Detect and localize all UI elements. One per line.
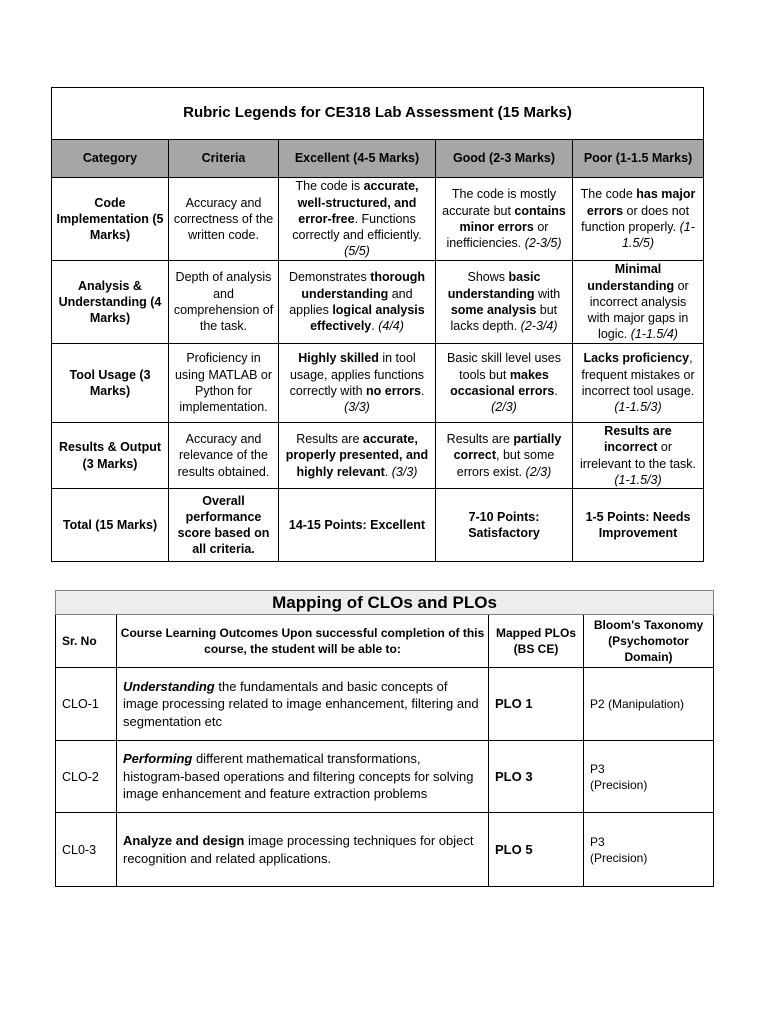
total-criteria: Overall performance score based on all criteria. bbox=[169, 489, 279, 562]
row-criteria: Accuracy and correctness of the written code. bbox=[169, 178, 279, 261]
clo-lead-verb: Understanding bbox=[123, 678, 215, 694]
header-plo: Mapped PLOs (BS CE) bbox=[489, 615, 584, 668]
row-criteria: Depth of analysis and comprehension of the task. bbox=[169, 261, 279, 344]
row-category: Results & Output (3 Marks) bbox=[52, 423, 169, 489]
plo-mapping: PLO 5 bbox=[489, 813, 584, 887]
bloom-level: P3 (Precision) bbox=[584, 813, 714, 887]
header-sr-no: Sr. No bbox=[56, 615, 117, 668]
row-good: Shows basic understanding with some analysis but lacks depth. (2-3/4) bbox=[436, 261, 573, 344]
row-category: Analysis & Understanding (4 Marks) bbox=[52, 261, 169, 344]
bloom-level: P2 (Manipulation) bbox=[584, 668, 714, 741]
total-excellent: 14-15 Points: Excellent bbox=[279, 489, 436, 562]
header-category: Category bbox=[52, 140, 169, 178]
header-good: Good (2-3 Marks) bbox=[436, 140, 573, 178]
clo-lead-verb: Analyze and design bbox=[123, 833, 245, 848]
clo-description-rest: different mathematical transformations, histogram-based operations and filtering concepts for solving image enhancement and feature extraction problems bbox=[123, 751, 474, 802]
clo-description-rest: the fundamentals and basic concepts of image processing related to image enhancement, filtering and segmentation etc bbox=[123, 678, 479, 729]
rubric-row bbox=[52, 423, 704, 489]
row-criteria: Proficiency in using MATLAB or Python for implementation. bbox=[169, 344, 279, 423]
row-poor: Results are incorrect or irrelevant to the task. (1-1.5/3) bbox=[573, 423, 704, 489]
rubric-row bbox=[52, 178, 704, 261]
header-bloom: Bloom's Taxonomy (Psychomotor Domain) bbox=[584, 615, 714, 668]
rubric-row bbox=[52, 261, 704, 344]
row-excellent: Highly skilled in tool usage, applies functions correctly with no errors. (3/3) bbox=[279, 344, 436, 423]
header-excellent: Excellent (4-5 Marks) bbox=[279, 140, 436, 178]
clo-id: CL0-3 bbox=[56, 813, 117, 887]
plo-mapping: PLO 1 bbox=[489, 668, 584, 741]
row-poor: Minimal understanding or incorrect analysis with major gaps in logic. (1-1.5/4) bbox=[573, 261, 704, 344]
row-excellent: Results are accurate, properly presented, and highly relevant. (3/3) bbox=[279, 423, 436, 489]
rubric-total-row bbox=[52, 489, 704, 562]
row-good: The code is mostly accurate but contains minor errors or inefficiencies. (2-3/5) bbox=[436, 178, 573, 261]
total-poor: 1-5 Points: Needs Improvement bbox=[573, 489, 704, 562]
clo-id: CLO-2 bbox=[56, 741, 117, 813]
clo-description-rest: image processing techniques for object recognition and related applications. bbox=[123, 833, 474, 866]
row-good: Results are partially correct, but some errors exist. (2/3) bbox=[436, 423, 573, 489]
clo-row bbox=[56, 741, 714, 813]
row-poor: The code has major errors or does not function properly. (1-1.5/5) bbox=[573, 178, 704, 261]
clo-description bbox=[117, 813, 489, 887]
row-category: Tool Usage (3 Marks) bbox=[52, 344, 169, 423]
row-category: Code Implementation (5 Marks) bbox=[52, 178, 169, 261]
rubric-row bbox=[52, 344, 704, 423]
clo-description bbox=[117, 741, 489, 813]
bloom-level: P3 (Precision) bbox=[584, 741, 714, 813]
total-good: 7-10 Points: Satisfactory bbox=[436, 489, 573, 562]
clo-id: CLO-1 bbox=[56, 668, 117, 741]
clo-row bbox=[56, 813, 714, 887]
row-good: Basic skill level uses tools but makes occasional errors. (2/3) bbox=[436, 344, 573, 423]
clo-description bbox=[117, 668, 489, 741]
row-excellent: Demonstrates thorough understanding and applies logical analysis effectively. (4/4) bbox=[279, 261, 436, 344]
header-poor: Poor (1-1.5 Marks) bbox=[573, 140, 704, 178]
clo-lead-verb: Performing bbox=[123, 751, 193, 767]
header-criteria: Criteria bbox=[169, 140, 279, 178]
clo-row bbox=[56, 668, 714, 741]
row-poor: Lacks proficiency, frequent mistakes or incorrect tool usage. (1-1.5/3) bbox=[573, 344, 704, 423]
rubric-title: Rubric Legends for CE318 Lab Assessment (15 Marks) bbox=[52, 88, 704, 140]
total-category: Total (15 Marks) bbox=[52, 489, 169, 562]
row-criteria: Accuracy and relevance of the results obtained. bbox=[169, 423, 279, 489]
clo-plo-mapping-table bbox=[55, 590, 714, 887]
header-clo: Course Learning Outcomes Upon successful completion of this course, the student will be able to: bbox=[117, 615, 489, 668]
rubric-table bbox=[51, 87, 704, 562]
plo-mapping: PLO 3 bbox=[489, 741, 584, 813]
row-excellent: The code is accurate, well-structured, and error-free. Functions correctly and efficiently. (5/5) bbox=[279, 178, 436, 261]
mapping-title: Mapping of CLOs and PLOs bbox=[56, 591, 714, 615]
